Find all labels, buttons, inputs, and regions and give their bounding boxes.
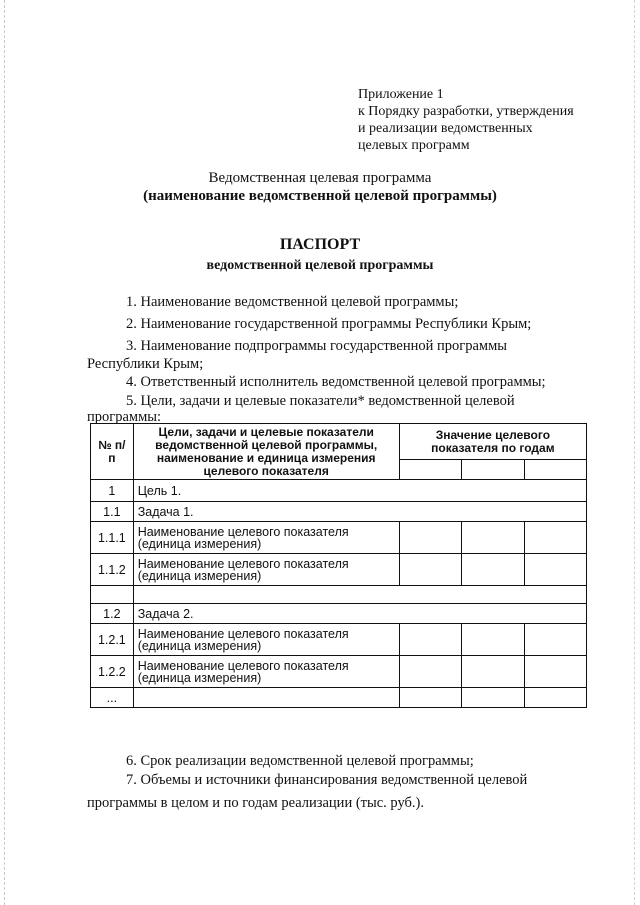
item-7-line-2: программы в целом и по годам реализации (тыс. руб.).	[87, 795, 424, 811]
row-num: 1.2.2	[91, 656, 134, 688]
passport-title: ПАСПОРТ	[279, 236, 361, 253]
value-cell	[462, 554, 524, 586]
appendix-line: Приложение 1	[358, 87, 444, 102]
value-cell	[399, 554, 461, 586]
scan-edge-right	[634, 0, 636, 905]
value-cell	[462, 688, 524, 708]
header-name: Цели, задачи и целевые показатели ведомственной целевой программы, наименование и единица измерения целевого показателя	[133, 424, 399, 480]
row-text: Наименование целевого показателя (единица измерения)	[133, 656, 399, 688]
item-4: 4. Ответственный исполнитель ведомственной целевой программы;	[126, 374, 546, 390]
appendix-line: целевых программ	[358, 138, 470, 153]
table-row	[91, 604, 587, 624]
value-cell	[524, 624, 586, 656]
table-row	[91, 624, 587, 656]
row-text: Цель 1.	[133, 480, 586, 502]
item-1: 1. Наименование ведомственной целевой программы;	[126, 294, 459, 310]
appendix-line: к Порядку разработки, утверждения	[358, 104, 574, 119]
header-values: Значение целевого показателя по годам	[399, 424, 586, 460]
value-cell	[399, 656, 461, 688]
row-num: 1.2	[91, 604, 134, 624]
appendix-line: и реализации ведомственных	[358, 121, 533, 136]
item-7-line-1: 7. Объемы и источники финансирования ведомственной целевой	[126, 772, 528, 788]
row-num: ...	[91, 688, 134, 708]
table-row	[91, 586, 587, 604]
row-text	[133, 586, 586, 604]
row-num: 1.2.1	[91, 624, 134, 656]
table-row	[91, 554, 587, 586]
row-text	[133, 688, 399, 708]
item-2: 2. Наименование государственной программы Республики Крым;	[126, 316, 532, 332]
scan-edge-left	[4, 0, 6, 905]
year-cell	[524, 460, 586, 480]
year-cell	[399, 460, 461, 480]
value-cell	[399, 688, 461, 708]
value-cell	[524, 688, 586, 708]
goals-table	[90, 423, 587, 708]
row-num: 1.1.1	[91, 522, 134, 554]
program-type: Ведомственная целевая программа	[208, 170, 432, 186]
value-cell	[462, 656, 524, 688]
table-row	[91, 522, 587, 554]
row-text: Наименование целевого показателя (единица измерения)	[133, 522, 399, 554]
table-row	[91, 502, 587, 522]
value-cell	[462, 624, 524, 656]
table-row	[91, 480, 587, 502]
row-text: Задача 1.	[133, 502, 586, 522]
row-num: 1	[91, 480, 134, 502]
program-name-placeholder: (наименование ведомственной целевой программы)	[143, 188, 497, 204]
item-6: 6. Срок реализации ведомственной целевой программы;	[126, 753, 474, 769]
row-num: 1.1.2	[91, 554, 134, 586]
value-cell	[524, 656, 586, 688]
item-5-line-1: 5. Цели, задачи и целевые показатели* ведомственной целевой	[126, 393, 515, 409]
table-row	[91, 656, 587, 688]
row-text: Наименование целевого показателя (единица измерения)	[133, 554, 399, 586]
header-num: № п/п	[91, 424, 134, 480]
value-cell	[462, 522, 524, 554]
row-num	[91, 586, 134, 604]
appendix-note	[358, 86, 574, 154]
value-cell	[399, 624, 461, 656]
item-3-line-1: 3. Наименование подпрограммы государственной программы	[126, 338, 507, 354]
passport-subtitle: ведомственной целевой программы	[206, 258, 434, 273]
table-row	[91, 688, 587, 708]
item-3-line-2: Республики Крым;	[87, 356, 204, 372]
value-cell	[524, 554, 586, 586]
value-cell	[524, 522, 586, 554]
row-num: 1.1	[91, 502, 134, 522]
value-cell	[399, 522, 461, 554]
row-text: Задача 2.	[133, 604, 586, 624]
year-cell	[462, 460, 524, 480]
row-text: Наименование целевого показателя (единица измерения)	[133, 624, 399, 656]
item-5-line-2: программы:	[87, 409, 162, 425]
